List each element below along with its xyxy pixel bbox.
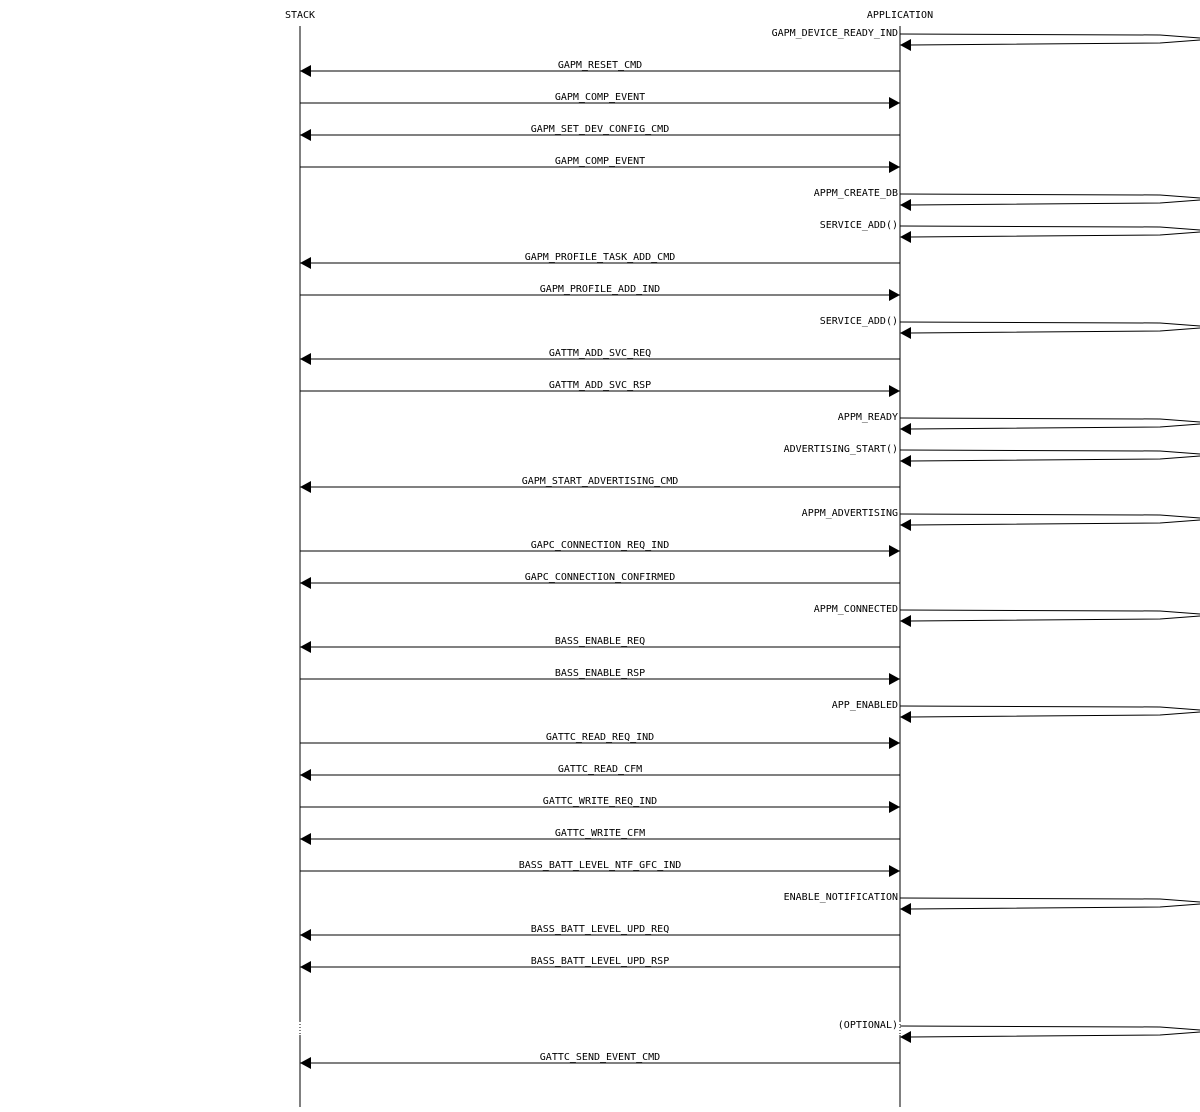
message-to-app — [300, 284, 900, 301]
message-self — [820, 220, 1200, 243]
message-to-stack — [300, 956, 900, 973]
message-label: SERVICE_ADD() — [819, 316, 898, 327]
message-self — [838, 412, 1200, 435]
self-message-out-line — [900, 226, 1200, 230]
self-message-return-line — [910, 616, 1200, 621]
message-label: ADVERTISING_START() — [783, 444, 898, 455]
arrowhead — [900, 903, 911, 915]
message-label: BASS_BATT_LEVEL_NTF_GFC_IND — [518, 860, 682, 871]
self-message-out-line — [900, 514, 1200, 518]
self-message-return-line — [910, 424, 1200, 429]
message-self — [838, 1020, 1200, 1043]
message-to-app — [300, 92, 900, 109]
message-self — [772, 28, 1200, 51]
message-label: GAPM_SET_DEV_CONFIG_CMD — [530, 124, 670, 135]
message-label: GATTM_ADD_SVC_REQ — [548, 348, 652, 359]
message-self — [832, 700, 1200, 723]
message-label: APPM_CONNECTED — [813, 604, 898, 615]
message-to-app — [300, 540, 900, 557]
arrowhead — [889, 737, 900, 749]
message-label: APPM_CREATE_DB — [813, 188, 898, 199]
message-to-app — [300, 732, 900, 749]
message-to-stack — [300, 924, 900, 941]
message-label: GAPM_PROFILE_ADD_IND — [539, 284, 661, 295]
message-to-stack — [300, 828, 900, 845]
message-to-app — [300, 380, 900, 397]
arrowhead — [300, 65, 311, 77]
message-label: GAPM_START_ADVERTISING_CMD — [521, 476, 679, 487]
message-label: APP_ENABLED — [831, 700, 898, 711]
arrowhead — [300, 833, 311, 845]
message-self — [814, 604, 1200, 627]
arrowhead — [900, 231, 911, 243]
arrowhead — [900, 711, 911, 723]
message-label: GATTC_READ_CFM — [557, 764, 643, 775]
message-to-stack — [300, 476, 900, 493]
message-label: GATTC_READ_REQ_IND — [545, 732, 655, 743]
arrowhead — [900, 39, 911, 51]
self-message-return-line — [910, 328, 1200, 333]
arrowhead — [300, 769, 311, 781]
messages — [300, 28, 1200, 1069]
message-label: GAPM_COMP_EVENT — [554, 156, 646, 167]
message-to-stack — [300, 60, 900, 77]
self-message-return-line — [910, 1032, 1200, 1037]
self-message-out-line — [900, 1026, 1200, 1030]
message-label: GAPM_DEVICE_READY_IND — [771, 28, 898, 39]
arrowhead — [889, 545, 900, 557]
message-label: APPM_ADVERTISING — [801, 508, 898, 519]
self-message-out-line — [900, 706, 1200, 710]
arrowhead — [300, 929, 311, 941]
message-label: GATTC_SEND_EVENT_CMD — [539, 1052, 661, 1063]
message-label: SERVICE_ADD() — [819, 220, 898, 231]
message-label: GAPM_RESET_CMD — [557, 60, 643, 71]
message-to-stack — [300, 124, 900, 141]
self-message-return-line — [910, 520, 1200, 525]
lifeline-label-stack: STACK — [284, 10, 316, 21]
message-label: GATTM_ADD_SVC_RSP — [548, 380, 652, 391]
arrowhead — [900, 423, 911, 435]
arrowhead — [900, 615, 911, 627]
message-to-app — [300, 156, 900, 173]
arrowhead — [889, 801, 900, 813]
arrowhead — [300, 961, 311, 973]
arrowhead — [900, 1031, 911, 1043]
message-label: BASS_BATT_LEVEL_UPD_RSP — [530, 956, 670, 967]
self-message-return-line — [910, 712, 1200, 717]
self-message-return-line — [910, 40, 1200, 45]
lifelines — [300, 26, 900, 1107]
arrowhead — [889, 385, 900, 397]
message-label: GAPC_CONNECTION_REQ_IND — [530, 540, 670, 551]
arrowhead — [889, 673, 900, 685]
message-label: BASS_ENABLE_REQ — [554, 636, 646, 647]
arrowhead — [300, 353, 311, 365]
message-label: BASS_BATT_LEVEL_UPD_REQ — [530, 924, 670, 935]
self-message-out-line — [900, 194, 1200, 198]
self-message-out-line — [900, 322, 1200, 326]
arrowhead — [300, 641, 311, 653]
self-message-out-line — [900, 450, 1200, 454]
message-to-stack — [300, 636, 900, 653]
arrowhead — [900, 519, 911, 531]
self-message-return-line — [910, 456, 1200, 461]
message-to-app — [300, 668, 900, 685]
message-self — [802, 508, 1200, 531]
lifeline-label-application: APPLICATION — [866, 10, 934, 21]
message-label: BASS_ENABLE_RSP — [554, 668, 646, 679]
arrowhead — [900, 327, 911, 339]
message-label: GATTC_WRITE_REQ_IND — [542, 796, 658, 807]
message-to-stack — [300, 572, 900, 589]
message-label: GAPC_CONNECTION_CONFIRMED — [524, 572, 676, 583]
message-label: GATTC_WRITE_CFM — [554, 828, 646, 839]
message-label: GAPM_COMP_EVENT — [554, 92, 646, 103]
message-label: ENABLE_NOTIFICATION — [783, 892, 898, 903]
self-message-out-line — [900, 418, 1200, 422]
message-to-stack — [300, 764, 900, 781]
message-self — [814, 188, 1200, 211]
message-to-app — [300, 860, 900, 877]
message-self — [784, 444, 1200, 467]
self-message-out-line — [900, 610, 1200, 614]
arrowhead — [300, 1057, 311, 1069]
self-message-out-line — [900, 898, 1200, 902]
message-to-stack — [300, 348, 900, 365]
message-label: GAPM_PROFILE_TASK_ADD_CMD — [524, 252, 676, 263]
arrowhead — [300, 577, 311, 589]
arrowhead — [889, 97, 900, 109]
self-message-return-line — [910, 232, 1200, 237]
self-message-return-line — [910, 200, 1200, 205]
arrowhead — [300, 481, 311, 493]
arrowhead — [900, 455, 911, 467]
arrowhead — [889, 161, 900, 173]
message-to-stack — [300, 252, 900, 269]
self-message-return-line — [910, 904, 1200, 909]
arrowhead — [300, 257, 311, 269]
message-label: (OPTIONAL) — [837, 1020, 898, 1031]
arrowhead — [889, 289, 900, 301]
arrowhead — [889, 865, 900, 877]
arrowhead — [900, 199, 911, 211]
message-self — [784, 892, 1200, 915]
message-self — [820, 316, 1200, 339]
message-to-app — [300, 796, 900, 813]
message-label: APPM_READY — [837, 412, 898, 423]
message-to-stack — [300, 1052, 900, 1069]
self-message-out-line — [900, 34, 1200, 38]
arrowhead — [300, 129, 311, 141]
